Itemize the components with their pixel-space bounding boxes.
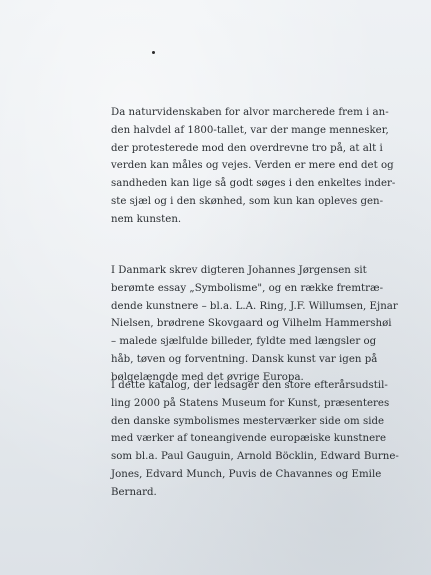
text-line: Da naturvidenskaben for alvor marcherede frem i an-: [111, 107, 389, 118]
text-line: I Danmark skrev digteren Johannes Jørgensen sit: [111, 265, 367, 276]
text-line: den danske symbolismes mesterværker side om side: [111, 415, 385, 427]
text-line: dende kunstnere – bl.a. L.A. Ring, J.F. Willumsen, Ejnar: [111, 300, 398, 312]
text-line: nem kunsten.: [111, 213, 182, 225]
text-line: sandheden kan lige så godt søges i den enkeltes inder-: [111, 178, 396, 190]
text-line: som bl.a. Paul Gauguin, Arnold Böcklin, Edward Burne-: [111, 451, 399, 463]
text-line: I dette katalog, der ledsager den store efterårsudstil-: [111, 380, 388, 391]
ink-speck: [152, 51, 155, 54]
text-line: den halvdel af 1800-tallet, var der mange mennesker,: [111, 124, 389, 136]
text-line: ste sjæl og i den skønhed, som kun kan opleves gen-: [111, 195, 384, 207]
text-line: Bernard.: [111, 486, 157, 498]
paragraph-1: [111, 104, 396, 229]
text-line: – malede sjælfulde billeder, fyldte med længsler og: [111, 336, 377, 348]
text-line: verden kan måles og vejes. Verden er mere end det og: [111, 160, 394, 172]
text-line: bølgelængde med det øvrige Europa.: [111, 371, 304, 383]
text-line: Nielsen, brødrene Skovgaard og Vilhelm Hammershøi: [111, 318, 392, 330]
paragraph-3: [111, 377, 399, 502]
text-line: håb, tøven og forventning. Dansk kunst var igen på: [111, 353, 378, 365]
text-line: berømte essay „Symbolisme", og en række fremtræ-: [111, 282, 384, 294]
text-line: der protesterede mod den overdrevne tro på, at alt i: [111, 142, 383, 154]
text-line: ling 2000 på Statens Museum for Kunst, præsenteres: [111, 397, 390, 409]
text-line: med værker af toneangivende europæiske kunstnere: [111, 433, 387, 445]
text-line: Jones, Edvard Munch, Puvis de Chavannes og Emile: [111, 468, 382, 480]
